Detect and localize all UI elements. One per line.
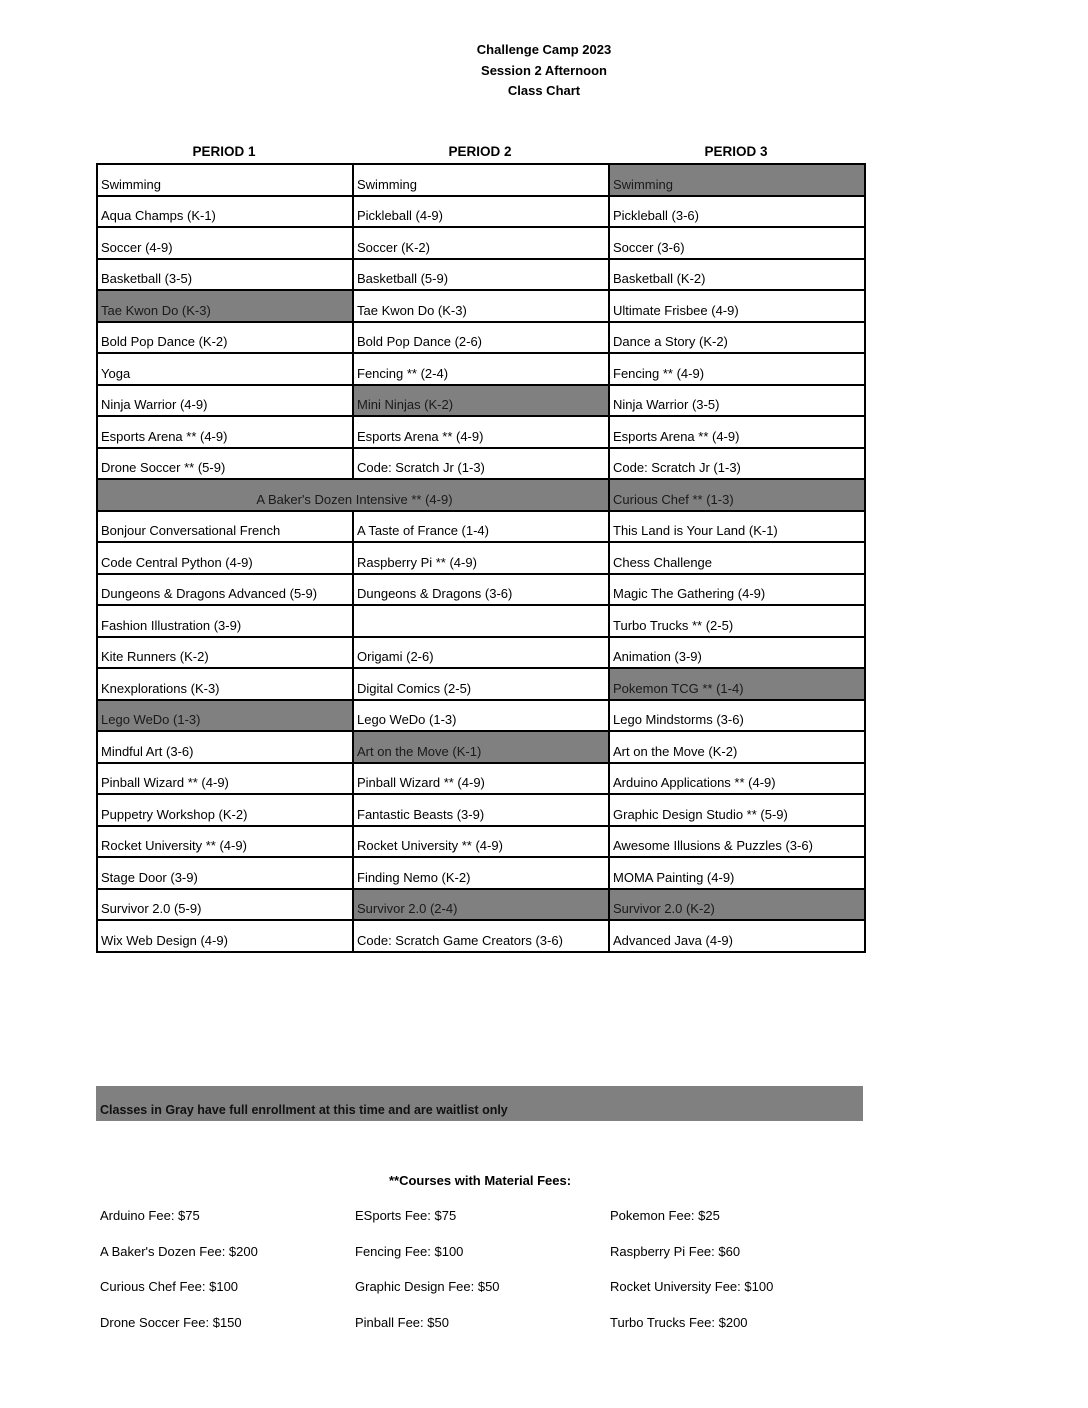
- table-row: [97, 479, 865, 511]
- class-cell: Esports Arena ** (4-9): [353, 416, 609, 448]
- fee-item: Arduino Fee: $75: [100, 1208, 200, 1223]
- class-cell: Chess Challenge: [609, 542, 865, 574]
- class-cell: Fashion Illustration (3-9): [97, 605, 353, 637]
- waitlist-legend: [96, 1086, 863, 1121]
- class-cell: Dance a Story (K-2): [609, 322, 865, 354]
- class-cell: Puppetry Workshop (K-2): [97, 794, 353, 826]
- table-row: [97, 448, 865, 480]
- class-cell: Soccer (3-6): [609, 227, 865, 259]
- class-cell: Stage Door (3-9): [97, 857, 353, 889]
- class-cell: Arduino Applications ** (4-9): [609, 763, 865, 795]
- class-cell: Graphic Design Studio ** (5-9): [609, 794, 865, 826]
- table-row: [97, 763, 865, 795]
- table-row: [97, 164, 865, 196]
- fee-item: ESports Fee: $75: [355, 1208, 457, 1223]
- table-row: [97, 196, 865, 228]
- class-cell: Lego Mindstorms (3-6): [609, 700, 865, 732]
- period-headers: [96, 144, 864, 162]
- class-chart-body: [97, 164, 865, 952]
- title-line-camp: Challenge Camp 2023: [476, 42, 612, 57]
- title-line-session: Session 2 Afternoon: [481, 62, 607, 78]
- table-row: [97, 574, 865, 606]
- fee-item: Pokemon Fee: $25: [610, 1208, 720, 1223]
- class-cell: Finding Nemo (K-2): [353, 857, 609, 889]
- table-row: [97, 889, 865, 921]
- fee-item: Pinball Fee: $50: [355, 1314, 449, 1330]
- class-cell: Fencing ** (2-4): [353, 353, 609, 385]
- class-cell: Swimming: [97, 164, 353, 196]
- fee-item: Curious Chef Fee: $100: [100, 1279, 239, 1294]
- table-row: [97, 259, 865, 291]
- class-cell: Pokemon TCG ** (1-4): [609, 668, 865, 700]
- class-cell: Drone Soccer ** (5-9): [97, 448, 353, 480]
- class-cell: Basketball (5-9): [353, 259, 609, 291]
- class-cell: Code: Scratch Jr (1-3): [353, 448, 609, 480]
- table-row: [97, 857, 865, 889]
- table-row: [97, 227, 865, 259]
- class-cell: Code: Scratch Jr (1-3): [609, 448, 865, 480]
- class-cell: Turbo Trucks ** (2-5): [609, 605, 865, 637]
- class-cell: Pickleball (4-9): [353, 196, 609, 228]
- fee-item: Drone Soccer Fee: $150: [100, 1314, 242, 1330]
- class-cell: A Baker's Dozen Intensive ** (4-9): [97, 479, 609, 511]
- class-cell: Swimming: [609, 164, 865, 196]
- waitlist-legend-text: Classes in Gray have full enrollment at this time and are waitlist only: [100, 1103, 508, 1117]
- class-cell: Soccer (4-9): [97, 227, 353, 259]
- class-cell: Mini Ninjas (K-2): [353, 385, 609, 417]
- class-cell: Fantastic Beasts (3-9): [353, 794, 609, 826]
- class-cell: Art on the Move (K-1): [353, 731, 609, 763]
- fee-item: Raspberry Pi Fee: $60: [610, 1243, 741, 1259]
- header-period-3: PERIOD 3: [704, 144, 768, 159]
- class-cell: Lego WeDo (1-3): [97, 700, 353, 732]
- class-cell: Awesome Illusions & Puzzles (3-6): [609, 826, 865, 858]
- table-row: [97, 322, 865, 354]
- fee-item: A Baker's Dozen Fee: $200: [100, 1243, 258, 1259]
- table-row: [97, 385, 865, 417]
- header-period-1: PERIOD 1: [192, 144, 256, 159]
- class-cell: A Taste of France (1-4): [353, 511, 609, 543]
- table-row: [97, 700, 865, 732]
- class-cell: Raspberry Pi ** (4-9): [353, 542, 609, 574]
- class-cell: [353, 605, 609, 637]
- class-cell: Survivor 2.0 (2-4): [353, 889, 609, 921]
- class-cell: Fencing ** (4-9): [609, 353, 865, 385]
- table-row: [97, 605, 865, 637]
- table-row: [97, 542, 865, 574]
- class-cell: Art on the Move (K-2): [609, 731, 865, 763]
- class-cell: Digital Comics (2-5): [353, 668, 609, 700]
- class-cell: Soccer (K-2): [353, 227, 609, 259]
- class-cell: This Land is Your Land (K-1): [609, 511, 865, 543]
- table-row: [97, 826, 865, 858]
- class-cell: Ninja Warrior (3-5): [609, 385, 865, 417]
- table-row: [97, 416, 865, 448]
- class-cell: Yoga: [97, 353, 353, 385]
- class-cell: Esports Arena ** (4-9): [609, 416, 865, 448]
- document-title: [0, 40, 1088, 102]
- class-cell: Esports Arena ** (4-9): [97, 416, 353, 448]
- class-cell: Knexplorations (K-3): [97, 668, 353, 700]
- class-cell: Ultimate Frisbee (4-9): [609, 290, 865, 322]
- fee-item: Turbo Trucks Fee: $200: [610, 1314, 748, 1330]
- class-cell: Bonjour Conversational French: [97, 511, 353, 543]
- class-cell: Advanced Java (4-9): [609, 920, 865, 952]
- table-row: [97, 353, 865, 385]
- class-cell: Ninja Warrior (4-9): [97, 385, 353, 417]
- class-cell: Code Central Python (4-9): [97, 542, 353, 574]
- class-cell: Pickleball (3-6): [609, 196, 865, 228]
- class-cell: Tae Kwon Do (K-3): [353, 290, 609, 322]
- class-cell: Aqua Champs (K-1): [97, 196, 353, 228]
- class-cell: Magic The Gathering (4-9): [609, 574, 865, 606]
- header-period-2: PERIOD 2: [448, 144, 512, 159]
- class-cell: Basketball (3-5): [97, 259, 353, 291]
- class-cell: Tae Kwon Do (K-3): [97, 290, 353, 322]
- class-cell: Mindful Art (3-6): [97, 731, 353, 763]
- class-cell: Dungeons & Dragons (3-6): [353, 574, 609, 606]
- class-cell: Wix Web Design (4-9): [97, 920, 353, 952]
- table-row: [97, 668, 865, 700]
- table-row: [97, 794, 865, 826]
- class-chart-table: [96, 163, 866, 953]
- fee-item: Rocket University Fee: $100: [610, 1279, 774, 1294]
- fee-item: Fencing Fee: $100: [355, 1243, 464, 1259]
- class-cell: Swimming: [353, 164, 609, 196]
- class-cell: Lego WeDo (1-3): [353, 700, 609, 732]
- class-cell: Kite Runners (K-2): [97, 637, 353, 669]
- table-row: [97, 290, 865, 322]
- title-line-chart: Class Chart: [507, 83, 581, 98]
- class-cell: Basketball (K-2): [609, 259, 865, 291]
- table-row: [97, 637, 865, 669]
- class-cell: Pinball Wizard ** (4-9): [353, 763, 609, 795]
- class-cell: Survivor 2.0 (K-2): [609, 889, 865, 921]
- table-row: [97, 731, 865, 763]
- class-cell: Code: Scratch Game Creators (3-6): [353, 920, 609, 952]
- class-cell: Origami (2-6): [353, 637, 609, 669]
- class-cell: Rocket University ** (4-9): [97, 826, 353, 858]
- class-cell: Curious Chef ** (1-3): [609, 479, 865, 511]
- class-cell: Dungeons & Dragons Advanced (5-9): [97, 574, 353, 606]
- class-cell: Rocket University ** (4-9): [353, 826, 609, 858]
- class-cell: Animation (3-9): [609, 637, 865, 669]
- class-cell: Bold Pop Dance (2-6): [353, 322, 609, 354]
- material-fees-title: **Courses with Material Fees:: [388, 1173, 572, 1188]
- class-cell: Survivor 2.0 (5-9): [97, 889, 353, 921]
- class-cell: Pinball Wizard ** (4-9): [97, 763, 353, 795]
- class-cell: Bold Pop Dance (K-2): [97, 322, 353, 354]
- class-cell: MOMA Painting (4-9): [609, 857, 865, 889]
- table-row: [97, 920, 865, 952]
- table-row: [97, 511, 865, 543]
- fee-item: Graphic Design Fee: $50: [355, 1279, 500, 1294]
